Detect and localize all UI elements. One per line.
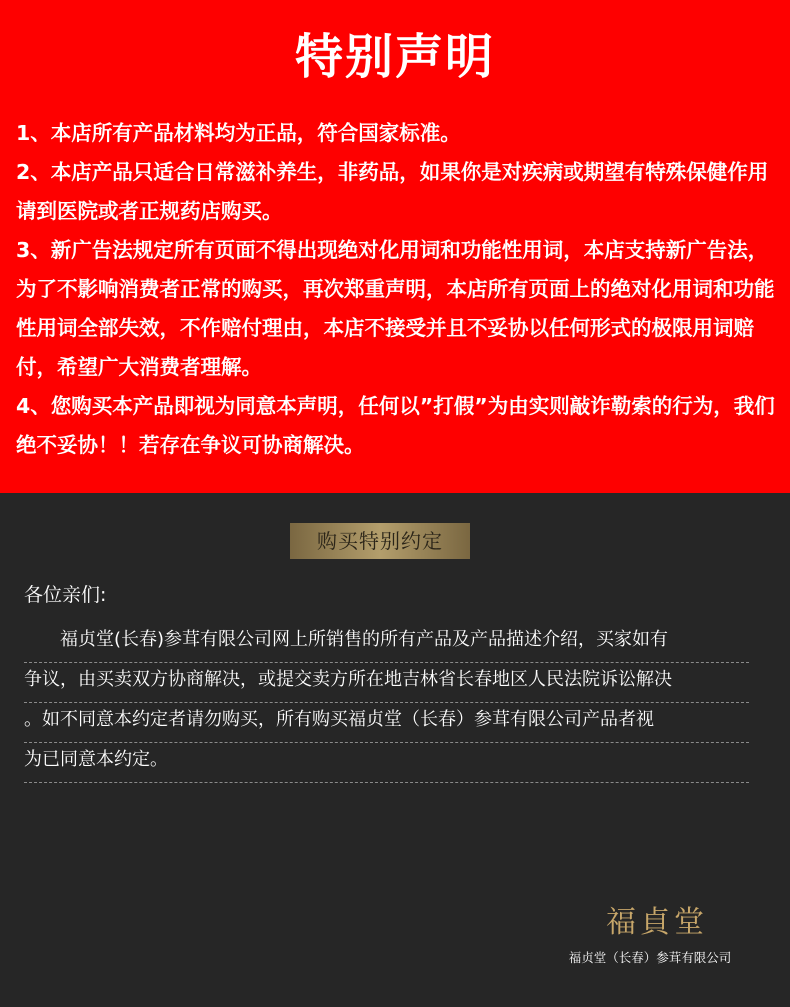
special-notice-panel <box>0 0 790 493</box>
agreement-badge: 购买特别约定 <box>290 523 470 559</box>
agreement-line-3: 。如不同意本约定者请勿购买，所有购买福贞堂（长春）参茸有限公司产品者视 <box>24 703 749 743</box>
agreement-text <box>24 623 749 783</box>
notice-body <box>16 114 776 465</box>
notice-paragraph-1: 1、本店所有产品材料均为正品，符合国家标准。 <box>16 121 461 145</box>
agreement-line-1: 福贞堂(长春)参茸有限公司网上所销售的所有产品及产品描述介绍，买家如有 <box>24 623 749 663</box>
agreement-line-2: 争议，由买卖双方协商解决，或提交卖方所在地吉林省长春地区人民法院诉讼解决 <box>24 663 749 703</box>
notice-paragraph-3: 3、新广告法规定所有页面不得出现绝对化用词和功能性用词，本店支持新广告法，为了不影响消费者正常的购买，再次郑重声明，本店所有页面上的绝对化用词和功能性用词全部失效，不作赔付理由，本店不接受并且不妥协以任何形式的极限用词赔付，希望广大消费者理解。 <box>16 238 775 379</box>
notice-paragraph-2: 2、本店产品只适合日常滋补养生，非药品，如果你是对疾病或期望有特殊保健作用请到医院或者正规药店购买。 <box>16 160 769 223</box>
purchase-agreement-panel <box>0 493 790 1007</box>
brand-logo: 福貞堂 <box>606 905 708 940</box>
notice-paragraph-4: 4、您购买本产品即视为同意本声明，任何以”打假”为由实则敲诈勒索的行为，我们绝不妥协！！若存在争议可协商解决。 <box>16 394 775 457</box>
company-name: 福贞堂（长春）参茸有限公司 <box>568 950 732 965</box>
agreement-line-4: 为已同意本约定。 <box>24 743 749 783</box>
agreement-greeting: 各位亲们: <box>24 584 107 606</box>
notice-title: 特别声明 <box>294 29 495 85</box>
